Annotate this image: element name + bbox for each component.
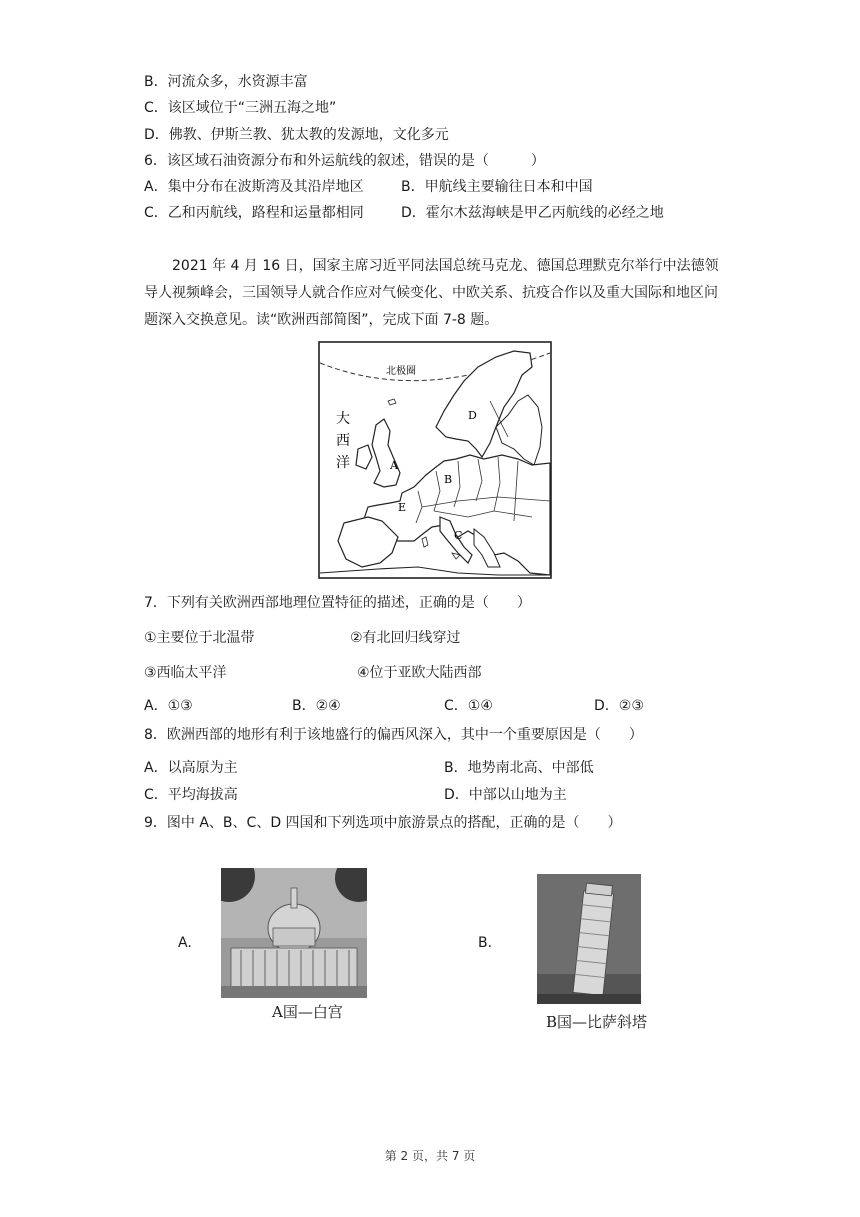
q7-option-a: A．①③	[144, 698, 193, 714]
q5-option-d: D．佛教、伊斯兰教、犹太教的发源地，文化多元	[144, 127, 449, 143]
q6-stem: 6．该区域石油资源分布和外运航线的叙述，错误的是（ ）	[144, 153, 545, 169]
map-label-d: D	[468, 409, 477, 422]
page-footer: 第 2 页，共 7 页	[384, 1149, 476, 1163]
q7-option-c: C．①④	[444, 698, 493, 714]
q7-statement-1: ①主要位于北温带	[144, 630, 255, 646]
q9-choice-b-caption: B国—比萨斜塔	[546, 1013, 648, 1031]
map-label-b: B	[444, 473, 453, 486]
q6-option-d: D．霍尔木兹海峡是甲乙丙航线的必经之地	[401, 205, 664, 221]
map-label-c: C	[454, 529, 463, 542]
q5-option-c: C．该区域位于“三洲五海之地”	[144, 100, 337, 116]
ocean-label-1: 大	[336, 411, 350, 427]
capitol-building-photo	[221, 868, 367, 998]
q6-option-b: B．甲航线主要输往日本和中国	[401, 179, 593, 195]
q9-stem: 9．图中 A、B、C、D 四国和下列选项中旅游景点的搭配，正确的是（ ）	[144, 815, 622, 831]
q7-stem: 7．下列有关欧洲西部地理位置特征的描述，正确的是（ ）	[144, 595, 531, 611]
leaning-tower-photo	[537, 874, 641, 1004]
q7-option-d: D．②③	[594, 698, 644, 714]
q9-choice-a-letter: A.	[178, 935, 192, 951]
q7-statement-4: ④位于亚欧大陆西部	[357, 665, 482, 681]
q9-choice-b-letter: B.	[478, 935, 493, 951]
passage-text: 2021 年 4 月 16 日，国家主席习近平同法国总统马克龙、德国总理默克尔举行中法德领导人视频峰会，三国领导人就合作应对气候变化、中欧关系、抗疫合作以及重大国际和地区问题深入交换意见。读“欧洲西部简图”，完成下面 7-8 题。	[144, 258, 719, 328]
q7-option-b: B．②④	[292, 698, 341, 714]
q8-option-c: C．平均海拔高	[144, 787, 238, 803]
q6-option-a: A．集中分布在波斯湾及其沿岸地区	[144, 179, 364, 195]
q6-option-c: C．乙和丙航线，路程和运量都相同	[144, 205, 364, 221]
map-label-e: E	[398, 501, 407, 514]
ocean-label-2: 西	[336, 433, 350, 449]
q7-statement-3: ③西临太平洋	[144, 665, 227, 681]
q8-option-d: D．中部以山地为主	[444, 787, 567, 803]
map-label-a: A	[390, 459, 398, 472]
q8-option-b: B．地势南北高、中部低	[444, 760, 594, 776]
reading-passage	[144, 253, 722, 334]
q8-stem: 8．欧洲西部的地形有利于该地盛行的偏西风深入，其中一个重要原因是（ ）	[144, 727, 643, 743]
q9-choice-a-caption: A国—白宫	[272, 1003, 343, 1021]
arctic-circle-label: 北极圈	[386, 366, 416, 377]
q5-option-b: B．河流众多，水资源丰富	[144, 74, 308, 90]
q7-statement-2: ②有北回归线穿过	[350, 630, 461, 646]
western-europe-map	[318, 341, 552, 579]
q8-option-a: A．以高原为主	[144, 760, 238, 776]
ocean-label-3: 洋	[336, 455, 350, 471]
